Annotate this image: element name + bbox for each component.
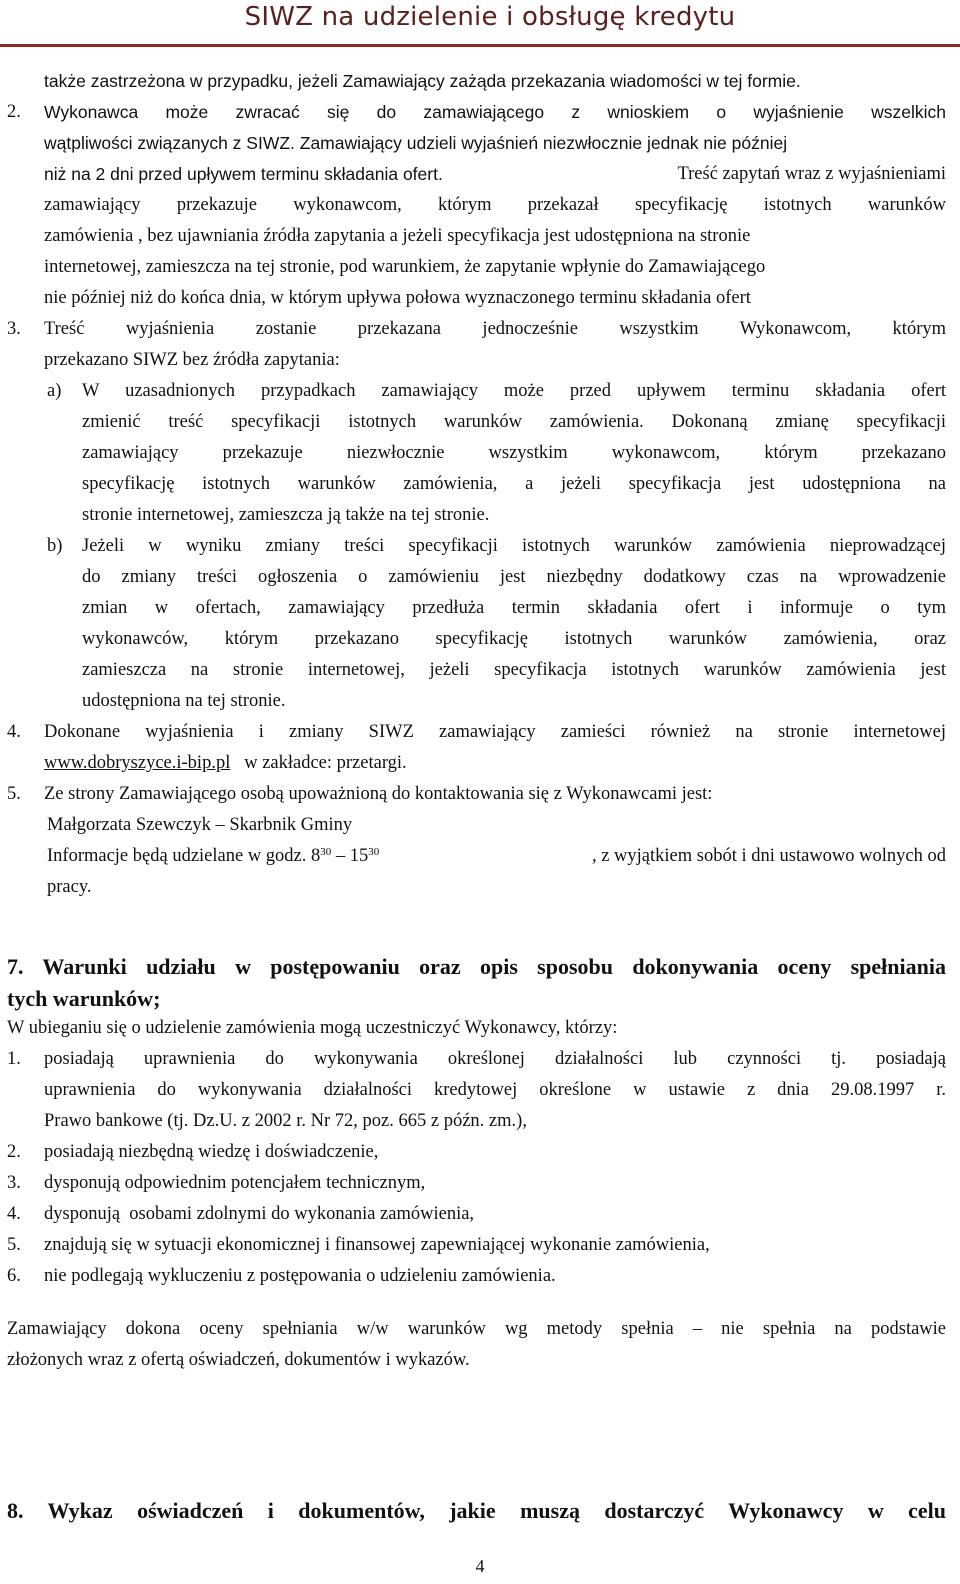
paragraph-4-text: w zakładce: przetargi. [244,753,407,773]
paragraph-2-line: Wykonawca może zwracać się do zamawiającego z wnioskiem o wyjaśnienie wszelkich [44,102,946,122]
item-number: 2. [7,102,21,122]
paragraph-2-text-sans: niż na 2 dni przed upływem terminu składania ofert. [44,164,443,184]
sub-item-b-line: Jeżeli w wyniku zmiany treści specyfikacji istotnych warunków zamówienia nieprowadzącej [82,536,946,556]
sub-item-b-line: zamieszcza na stronie internetowej, jeżeli specyfikacja istotnych warunków zamówienia jest [82,660,946,680]
sub-item-a-line: zamawiający przekazuje niezwłocznie wszystkim wykonawcom, którym przekazano [82,443,946,463]
contact-hours-text: Informacje będą udzielane w godz. 8 [47,846,321,866]
sub-item-label: b) [47,536,63,556]
evaluation-paragraph-line: Zamawiający dokona oceny spełniania w/w warunków wg metody spełnia – nie spełnia na podstawie [7,1319,946,1339]
contact-person: Małgorzata Szewczyk – Skarbnik Gminy [47,815,353,835]
paragraph-continuation: także zastrzeżona w przypadku, jeżeli Zamawiający zażąda przekazania wiadomości w tej formie. [44,71,801,91]
contact-hours-text: , z wyjątkiem sobót i dni ustawowo wolnych od [591,846,946,866]
paragraph-2-line: nie później niż do końca dnia, w którym upływa połowa wyznaczonego terminu składania ofert [44,288,751,308]
condition-item-line: posiadają uprawnienia do wykonywania określonej działalności lub czynności tj. posiadają [44,1049,946,1069]
item-number: 2. [7,1142,21,1162]
paragraph-2-line: wątpliwości związanych z SIWZ. Zamawiający udzieli wyjaśnień niezwłocznie jednak nie później [44,133,788,153]
page-header [0,0,960,44]
condition-item: nie podlegają wykluczeniu z postępowania o udzieleniu zamówienia. [44,1266,556,1286]
hours-superscript: 30 [320,846,332,858]
paragraph-2-line: internetowej, zamieszcza na tej stronie, pod warunkiem, że zapytanie wpłynie do Zamawiającego [44,257,766,277]
page-number: 4 [475,1556,485,1576]
sub-item-label: a) [47,381,62,401]
contact-hours-text: – 15 [331,846,369,866]
item-number: 4. [7,1204,21,1224]
item-number: 1. [7,1049,21,1069]
evaluation-paragraph-line: złożonych wraz z ofertą oświadczeń, dokumentów i wykazów. [7,1350,470,1370]
sub-item-b-line: udostępniona na tej stronie. [82,691,286,711]
paragraph-4-line [44,752,407,774]
item-number: 3. [7,1173,21,1193]
section-7-heading: 7. Warunki udziału w postępowaniu oraz opis sposobu dokonywania oceny spełniania [7,954,946,979]
condition-item: posiadają niezbędną wiedzę i doświadczenie, [44,1142,379,1162]
paragraph-5-line: Ze strony Zamawiającego osobą upoważnioną do kontaktowania się z Wykonawcami jest: [44,784,713,804]
item-number: 4. [7,722,21,742]
section-7-heading: tych warunków; [7,986,161,1011]
paragraph-3-line: Treść wyjaśnienia zostanie przekazana jednocześnie wszystkim Wykonawcom, którym [44,319,946,339]
item-number: 6. [7,1266,21,1286]
header-divider [0,44,960,47]
condition-item: znajdują się w sytuacji ekonomicznej i finansowej zapewniającej wykonanie zamówienia, [44,1235,710,1255]
contact-hours-line: pracy. [47,877,92,897]
section-7-intro: W ubieganiu się o udzielenie zamówienia mogą uczestniczyć Wykonawcy, którzy: [7,1018,618,1038]
sub-item-a-line: W uzasadnionych przypadkach zamawiający może przed upływem terminu składania ofert [82,381,946,401]
paragraph-2-text: Treść zapytań wraz z wyjaśnieniami [677,164,946,184]
document-title: SIWZ na udzielenie i obsługę kredytu [244,2,736,32]
website-link[interactable]: www.dobryszyce.i-bip.pl [44,753,231,773]
condition-item-line: uprawnienia do wykonywania działalności kredytowej określone w ustawie z dnia 29.08.1997 r. [44,1080,946,1100]
condition-item: dysponują odpowiednim potencjałem technicznym, [44,1173,426,1193]
paragraph-3-line: przekazano SIWZ bez źródła zapytania: [44,350,340,370]
item-number: 5. [7,784,21,804]
section-8-heading: 8. Wykaz oświadczeń i dokumentów, jakie muszą dostarczyć Wykonawcy w celu [7,1498,946,1523]
sub-item-b-line: zmian w ofertach, zamawiający przedłuża termin składania ofert i informuje o tym [82,598,946,618]
sub-item-b-line: do zmiany treści ogłoszenia o zamówieniu jest niezbędny dodatkowy czas na wprowadzenie [82,567,946,587]
sub-item-a-line: specyfikację istotnych warunków zamówienia, a jeżeli specyfikacja jest udostępniona na [82,474,946,494]
sub-item-a-line: stronie internetowej, zamieszcza ją także na tej stronie. [82,505,490,525]
hours-superscript: 30 [368,846,380,858]
paragraph-2-line-mixed [44,163,946,185]
condition-item-line: Prawo bankowe (tj. Dz.U. z 2002 r. Nr 72, poz. 665 z późn. zm.), [44,1111,527,1131]
sub-item-a-line: zmienić treść specyfikacji istotnych warunków zamówienia. Dokonaną zmianę specyfikacji [82,412,946,432]
condition-item: dysponują osobami zdolnymi do wykonania zamówienia, [44,1204,475,1224]
item-number: 5. [7,1235,21,1255]
paragraph-4-line: Dokonane wyjaśnienia i zmiany SIWZ zamawiający zamieści również na stronie internetowej [44,722,946,742]
contact-hours-line [47,845,946,867]
sub-item-b-line: wykonawców, którym przekazano specyfikację istotnych warunków zamówienia, oraz [82,629,946,649]
paragraph-2-line: zamawiający przekazuje wykonawcom, którym przekazał specyfikację istotnych warunków [44,195,946,215]
item-number: 3. [7,319,21,339]
paragraph-2-line: zamówienia , bez ujawniania źródła zapytania a jeżeli specyfikacja jest udostępniona na stronie [44,226,751,246]
